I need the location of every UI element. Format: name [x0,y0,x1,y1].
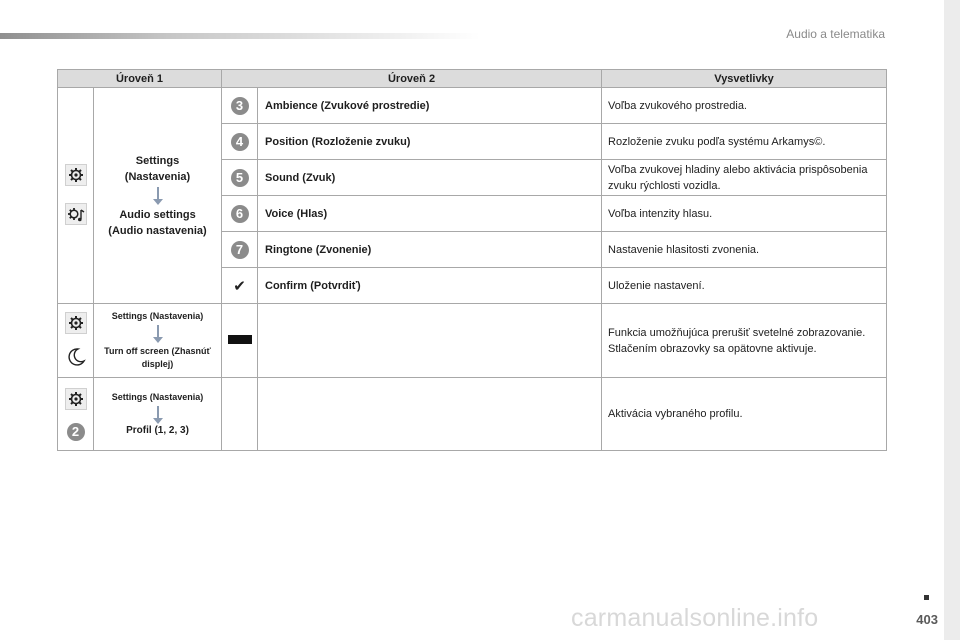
page-marker [924,595,929,600]
settings-gear-icon [65,164,87,186]
level2-position: Position (Rozloženie zvuku) [258,124,602,160]
page-edge-strip [944,0,960,640]
badge-2-icon: 2 [67,423,85,441]
level2-voice: Voice (Hlas) [258,196,602,232]
checkmark-icon: ✔ [233,277,246,295]
badge-4-icon: 4 [231,133,249,151]
col-header-level2: Úroveň 2 [222,70,602,88]
audio-settings-gear-note-icon [65,203,87,225]
explanation-position: Rozloženie zvuku podľa systému Arkamys©. [602,124,887,160]
explanation-sound: Voľba zvukovej hladiny alebo aktivácia prispôsobenia zvuku rýchlosti vozidla. [602,160,887,196]
moon-icon [58,347,93,370]
level2-ambience: Ambience (Zvukové prostredie) [258,88,602,124]
watermark: carmanualsonline.info [571,604,819,632]
group2-icons [58,304,94,378]
badge-5-icon: 5 [231,169,249,187]
menu-audio-settings-label: Audio settings [119,208,196,221]
menu-settings-label: Settings (Nastavenia) [111,392,204,402]
group1-level1-path [94,88,222,304]
explanation-ringtone: Nastavenie hlasitosti zvonenia. [602,232,887,268]
group2-level1-path [94,304,222,378]
level2-empty [258,304,602,378]
badge-6-icon: 6 [231,205,249,223]
badge-7-icon: 7 [231,241,249,259]
level2-empty [222,378,258,451]
level2-sound: Sound (Zvuk) [258,160,602,196]
header-gradient-bar [0,33,480,39]
explanation-voice: Voľba intenzity hlasu. [602,196,887,232]
down-arrow-icon [157,325,159,339]
group3-icons [58,378,94,451]
screen-off-icon [228,335,252,344]
table-row [58,88,887,124]
table-row [58,378,887,451]
explanation-confirm: Uloženie nastavení. [602,268,887,304]
menu-turn-off-screen-label: Turn off screen (Zhasnúť displej) [104,346,211,369]
explanation-ambience: Voľba zvukového prostredia. [602,88,887,124]
menu-settings-label: Settings (Nastavenia) [111,311,204,321]
explanation-screen-off [602,304,887,378]
group1-icons [58,88,94,304]
menu-settings-label: Settings [135,154,180,167]
group3-level1-path [94,378,222,451]
explanation-line: Funkcia umožňujúca prerušiť svetelné zobrazovanie. [608,326,866,339]
level2-confirm: Confirm (Potvrdiť) [258,268,602,304]
badge-3-icon: 3 [231,97,249,115]
table-row [58,304,887,378]
col-header-explanation: Vysvetlivky [602,70,887,88]
table-header-row [58,70,887,88]
explanation-line: Stlačením obrazovky sa opätovne aktivuje. [608,342,817,355]
settings-gear-icon [65,312,87,334]
menu-settings-translation: (Nastavenia) [124,170,191,183]
explanation-profile: Aktivácia vybraného profilu. [602,378,887,451]
level2-empty [258,378,602,451]
settings-gear-icon [65,388,87,410]
menu-audio-settings-translation: (Audio nastavenia) [108,224,207,237]
down-arrow-icon [157,406,159,420]
section-title: Audio a telematika [786,27,885,41]
menu-profile-label: Profil (1, 2, 3) [126,425,189,436]
settings-table [57,69,887,451]
level2-ringtone: Ringtone (Zvonenie) [258,232,602,268]
down-arrow-icon [157,187,159,201]
col-header-level1: Úroveň 1 [58,70,222,88]
page-number: 403 [916,612,938,627]
